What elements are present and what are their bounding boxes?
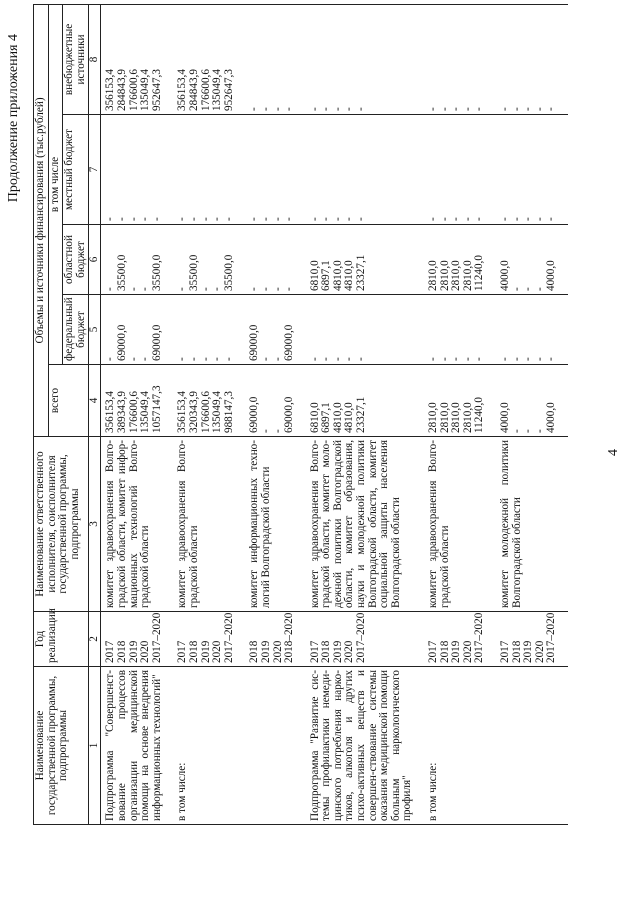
continuation-note: Продолжение приложения 4 — [6, 34, 21, 203]
regional-values: - 35500,0 - - 35500,0 — [173, 225, 245, 295]
local-values: - - - - — [245, 115, 305, 225]
total-values: 2810,0 2810,0 2810,0 2810,0 11240,0 — [424, 365, 496, 437]
col-number: 6 — [89, 225, 101, 295]
executor: комитет здравоохранения Волго-градской области, комитет инфор-мационных технологий Волго-градской области — [101, 437, 173, 612]
total-values: 4000,0 - - - 4000,0 — [496, 365, 568, 437]
federal-values: - 69000,0 - - 69000,0 — [101, 295, 173, 365]
years: 2017 2018 2019 2020 2017–2020 — [173, 612, 245, 667]
years: 2017 2018 2019 2020 2017–2020 — [424, 612, 496, 667]
header-funding: Объемы и источники финансирования (тыс.рублей) — [34, 4, 49, 436]
federal-values: - - - - - — [306, 295, 424, 365]
header-program-name: Наименование государственной программы, подпрограммы — [34, 667, 89, 825]
total-values: 356153,4 320343,9 176600,6 135049,4 988147,3 — [173, 365, 245, 437]
total-values: 6810,0 6897,1 4810,0 4810,0 23327,1 — [306, 365, 424, 437]
offbudget-values: 356153,4 284843,9 176600,6 135049,4 952647,3 — [101, 4, 173, 114]
years: 2017 2018 2019 2020 2017–2020 — [306, 612, 424, 667]
local-values: - - - - - — [306, 115, 424, 225]
local-values: - - - - - — [173, 115, 245, 225]
years: 2017 2018 2019 2020 2017–2020 — [496, 612, 568, 667]
offbudget-values: - - - - - — [496, 4, 568, 114]
total-values: 69000,0 - - 69000,0 — [245, 365, 305, 437]
offbudget-values: - - - - — [245, 4, 305, 114]
program-name — [245, 667, 305, 825]
col-number: 5 — [89, 295, 101, 365]
col-number: 7 — [89, 115, 101, 225]
table-row — [245, 4, 305, 824]
table-row — [424, 4, 496, 824]
page-number: 4 — [606, 449, 621, 456]
program-name: в том числе: — [424, 667, 496, 825]
col-number: 2 — [89, 612, 101, 667]
program-name: в том числе: — [173, 667, 245, 825]
regional-values: - 35500,0 - - 35500,0 — [101, 225, 173, 295]
regional-values: - - - - — [245, 225, 305, 295]
offbudget-values: 356153,4 284843,9 176600,6 135049,4 952647,3 — [173, 4, 245, 114]
regional-values: 6810,0 6897,1 4810,0 4810,0 23327,1 — [306, 225, 424, 295]
col-number: 1 — [89, 667, 101, 825]
federal-values: 69000,0 - - 69000,0 — [245, 295, 305, 365]
federal-values: - - - - - — [173, 295, 245, 365]
offbudget-values: - - - - - — [306, 4, 424, 114]
col-number: 4 — [89, 365, 101, 437]
federal-values: - - - - - — [424, 295, 496, 365]
program-name: Подпрограмма "Развитие сис-темы профилактики немеди-цинского потребления нарко-тиков, алкоголя и других психо-активных веществ и совершен-ствование системы оказания медицинской помощи больным наркологического профиля" — [306, 667, 424, 825]
table-row — [306, 4, 424, 824]
total-values: 356153,4 389343,9 176600,6 135049,4 1057147,3 — [101, 365, 173, 437]
executor: комитет здравоохранения Волго-градской области — [173, 437, 245, 612]
local-values: - - - - - — [496, 115, 568, 225]
header-executor: Наименование ответственного исполнителя, соисполнителя государственной программы, подпрограммы — [34, 437, 89, 612]
local-values: - - - - - — [101, 115, 173, 225]
table-row — [101, 4, 173, 824]
header-regional: областной бюджет — [63, 225, 89, 295]
header-year: Год реализации — [34, 612, 89, 667]
executor: комитет информационных техно-логий Волгоградской области — [245, 437, 305, 612]
header-including: в том числе — [48, 4, 63, 364]
header-local: местный бюджет — [63, 115, 89, 225]
program-name: Подпрограмма "Совершенст-вование процессов организации медицинской помощи на основе внедрения информационных технологий" — [101, 667, 173, 825]
col-number: 8 — [89, 4, 101, 114]
offbudget-values: - - - - - — [424, 4, 496, 114]
col-number: 3 — [89, 437, 101, 612]
table-row — [173, 4, 245, 824]
regional-values: 2810,0 2810,0 2810,0 2810,0 11240,0 — [424, 225, 496, 295]
years: 2017 2018 2019 2020 2017–2020 — [101, 612, 173, 667]
regional-values: 4000,0 - - - 4000,0 — [496, 225, 568, 295]
header-federal: федеральный бюджет — [63, 295, 89, 365]
header-total: всего — [48, 365, 89, 437]
funding-table — [33, 4, 568, 825]
header-offbudget: внебюджетные источники — [63, 4, 89, 114]
program-name — [496, 667, 568, 825]
years: 2018 2019 2020 2018–2020 — [245, 612, 305, 667]
table-row — [496, 4, 568, 824]
executor: комитет молодежной политики Волгоградской области — [496, 437, 568, 612]
executor: комитет здравоохранения Волго-градской области, комитет моло-дежной политики Волгоградской области, комитет образования, науки и молодежной политики Волгоградской области, комитет социальной защиты населения Волгоградской области — [306, 437, 424, 612]
local-values: - - - - - — [424, 115, 496, 225]
executor: комитет здравоохранения Волго-градской области — [424, 437, 496, 612]
federal-values: - - - - - — [496, 295, 568, 365]
